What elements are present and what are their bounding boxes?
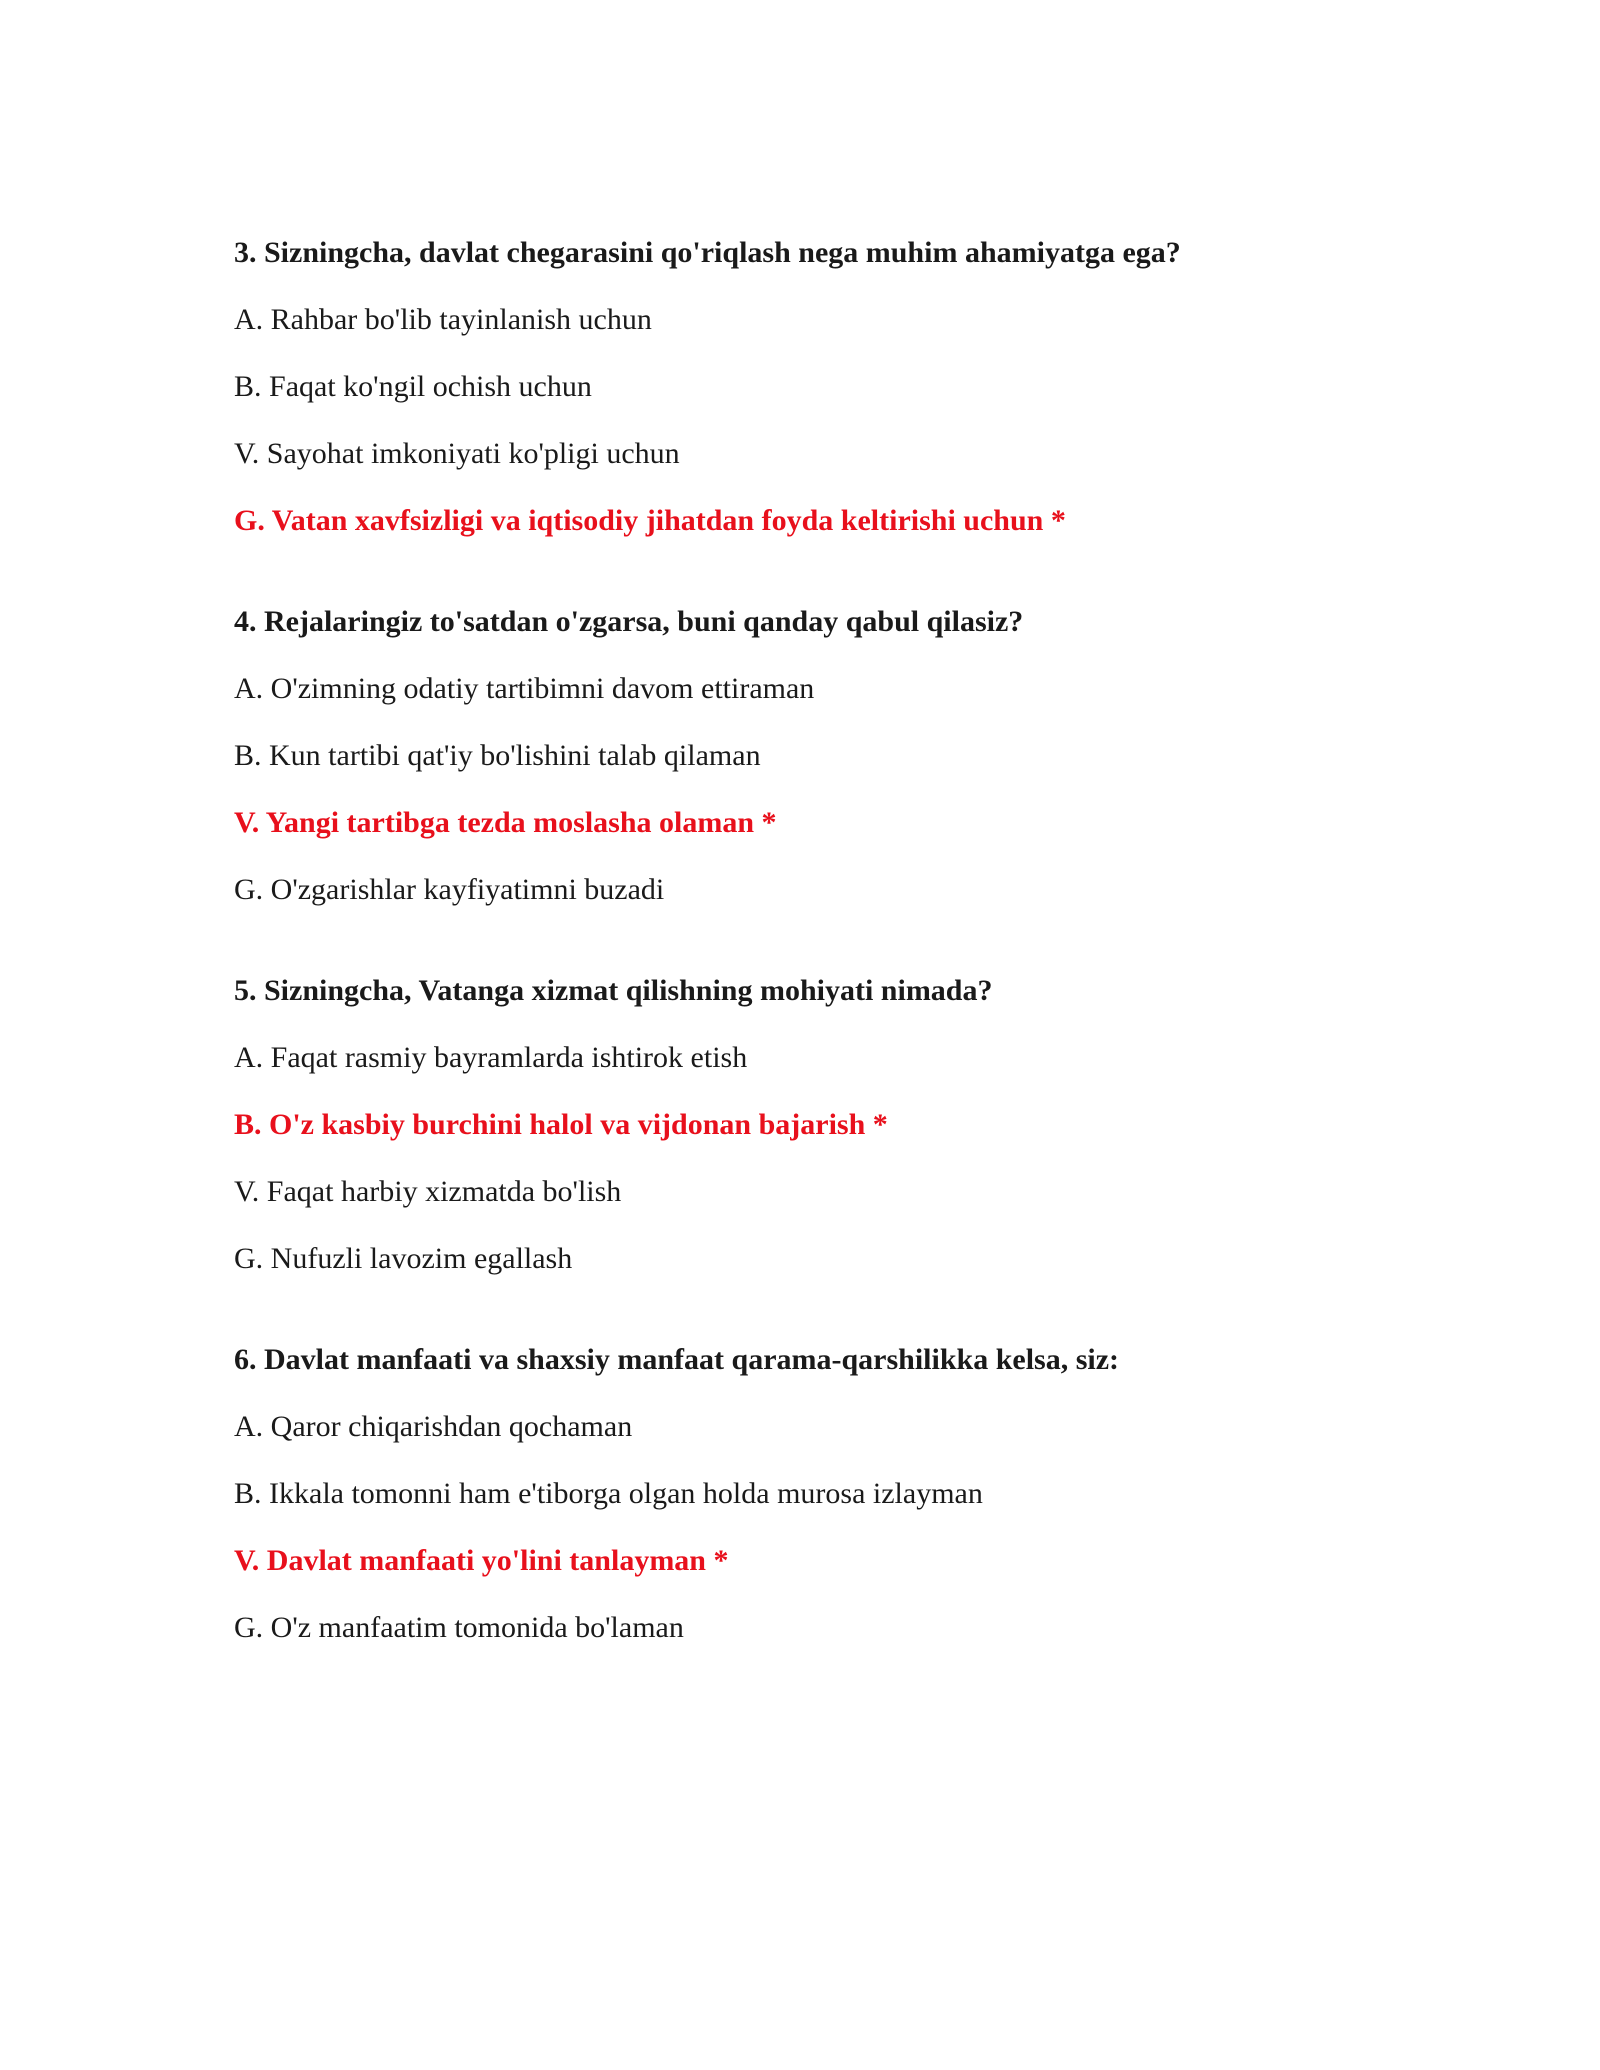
correct-answer-option-v: V. Yangi tartibga tezda moslasha olaman * xyxy=(234,806,777,839)
answer-option-g: G. O'z manfaatim tomonida bo'laman xyxy=(234,1611,684,1644)
correct-answer-option-b: B. O'z kasbiy burchini halol va vijdonan bajarish * xyxy=(234,1108,888,1141)
question-title: 3. Sizningcha, davlat chegarasini qo'riqlash nega muhim ahamiyatga ega? xyxy=(234,236,1181,269)
correct-answer-option-v: V. Davlat manfaati yo'lini tanlayman * xyxy=(234,1544,729,1577)
question-title: 5. Sizningcha, Vatanga xizmat qilishning mohiyati nimada? xyxy=(234,974,993,1007)
answer-option-g: G. O'zgarishlar kayfiyatimni buzadi xyxy=(234,873,665,906)
answer-option-g: G. Nufuzli lavozim egallash xyxy=(234,1242,573,1275)
answer-option-v: V. Faqat harbiy xizmatda bo'lish xyxy=(234,1175,622,1208)
answer-option-a: A. O'zimning odatiy tartibimni davom ettiraman xyxy=(234,672,815,705)
question-3 xyxy=(234,236,1374,538)
question-5 xyxy=(234,974,1374,1276)
question-6 xyxy=(234,1343,1374,1645)
question-title: 4. Rejalaringiz to'satdan o'zgarsa, buni qanday qabul qilasiz? xyxy=(234,605,1024,638)
answer-option-b: B. Faqat ko'ngil ochish uchun xyxy=(234,370,592,403)
document-page xyxy=(234,236,1374,1645)
answer-option-a: A. Qaror chiqarishdan qochaman xyxy=(234,1410,633,1443)
answer-option-a: A. Rahbar bo'lib tayinlanish uchun xyxy=(234,303,652,336)
answer-option-v: V. Sayohat imkoniyati ko'pligi uchun xyxy=(234,437,680,470)
answer-option-a: A. Faqat rasmiy bayramlarda ishtirok etish xyxy=(234,1041,748,1074)
question-title: 6. Davlat manfaati va shaxsiy manfaat qarama-qarshilikka kelsa, siz: xyxy=(234,1343,1120,1376)
question-4 xyxy=(234,605,1374,907)
answer-option-b: B. Ikkala tomonni ham e'tiborga olgan holda murosa izlayman xyxy=(234,1477,983,1510)
correct-answer-option-g: G. Vatan xavfsizligi va iqtisodiy jihatdan foyda keltirishi uchun * xyxy=(234,504,1066,537)
answer-option-b: B. Kun tartibi qat'iy bo'lishini talab qilaman xyxy=(234,739,761,772)
